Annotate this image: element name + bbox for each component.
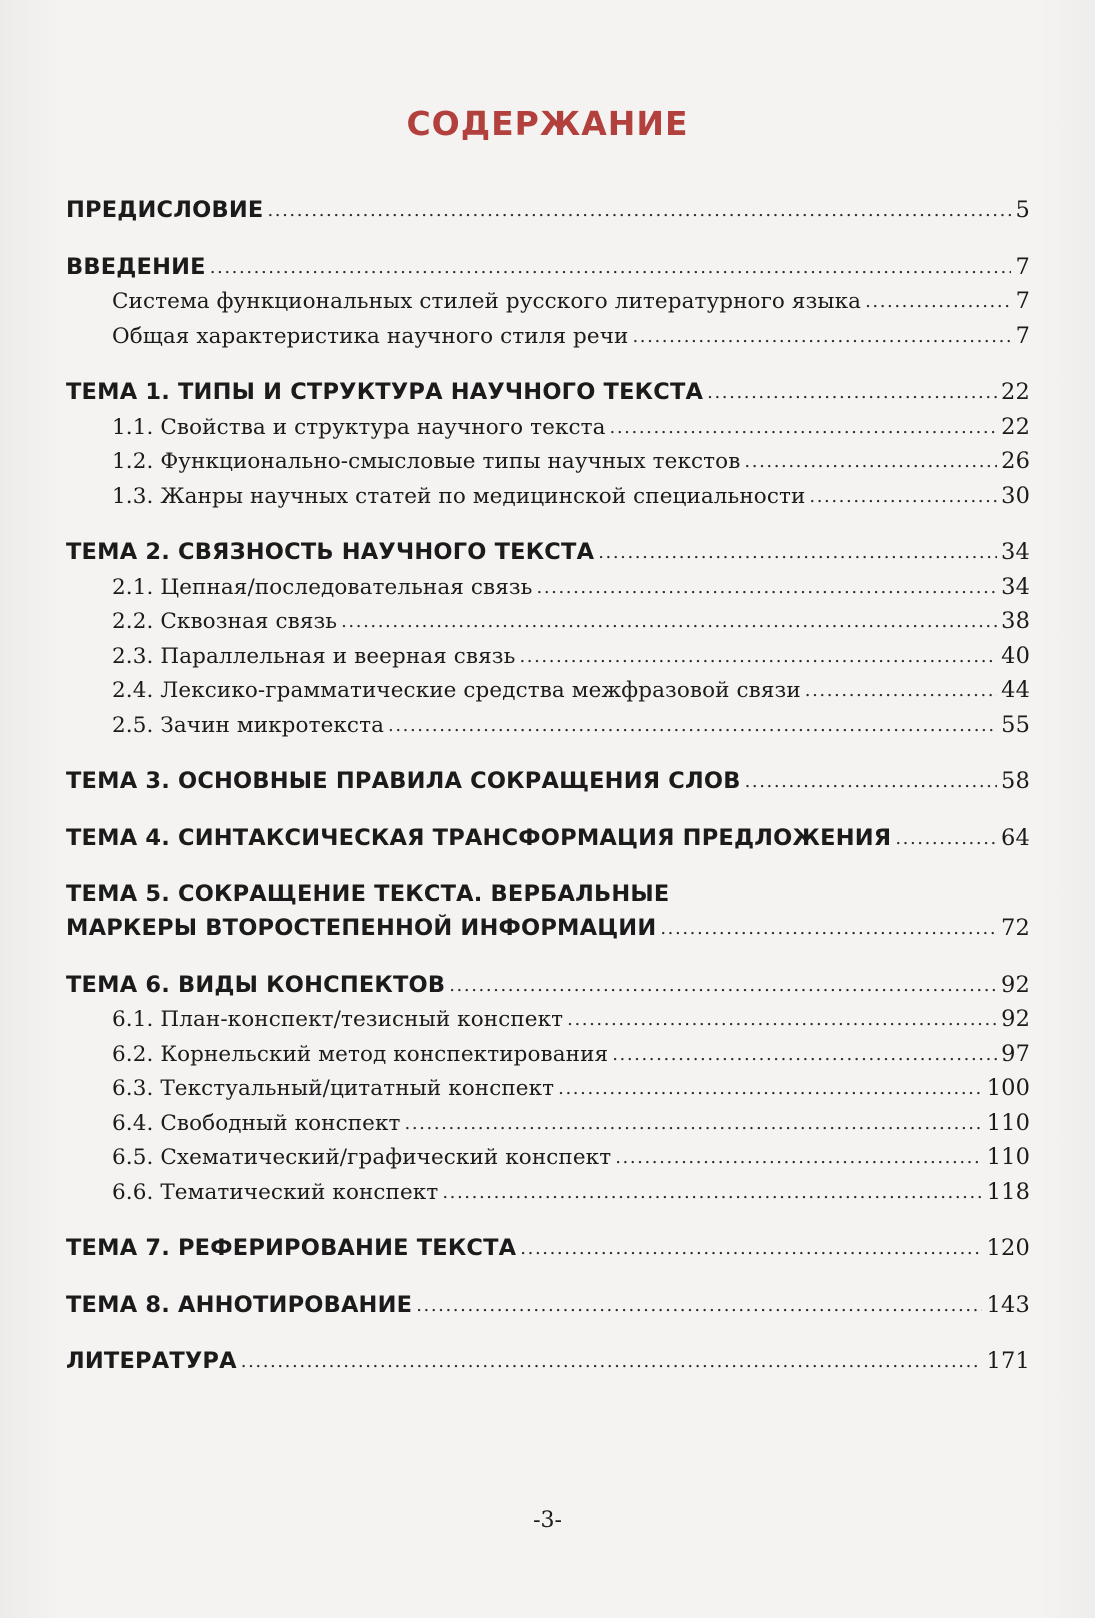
toc-heading: ТЕМА 4. СИНТАКСИЧЕСКАЯ ТРАНСФОРМАЦИЯ ПРЕДЛОЖЕНИЯ: [66, 824, 892, 851]
toc-section: [66, 1288, 1030, 1323]
toc-heading-entry[interactable]: [66, 911, 1030, 946]
toc-page-number: 171: [986, 1348, 1030, 1374]
dot-leader: [537, 571, 998, 606]
toc-page-number: 110: [986, 1109, 1030, 1136]
toc-heading-entry[interactable]: [66, 821, 1030, 856]
toc-section: [66, 193, 1030, 228]
toc-page-number: 44: [1001, 677, 1030, 703]
toc-page-number: 110: [986, 1144, 1030, 1170]
toc-subentry[interactable]: [66, 284, 1030, 319]
toc-subentry-label: 6.2. Корнельский метод конспектирования: [112, 1041, 609, 1067]
toc-heading: ЛИТЕРАТУРА: [66, 1348, 237, 1374]
toc-heading-entry[interactable]: [66, 375, 1030, 410]
toc-page-number: 92: [1001, 1006, 1030, 1032]
toc-subentry-label: 1.3. Жанры научных статей по медицинской специальности: [112, 483, 806, 509]
dot-leader: [707, 376, 997, 411]
page-number: -3-: [533, 1508, 562, 1533]
toc-page-number: 26: [1001, 448, 1030, 474]
toc-heading-entry[interactable]: [66, 764, 1030, 799]
toc-subentry-label: 2.1. Цепная/последовательная связь: [112, 574, 533, 600]
toc-page-number: 72: [1000, 915, 1030, 941]
dot-leader: [567, 1003, 997, 1038]
toc-subentry[interactable]: [66, 1037, 1030, 1072]
toc-section: [66, 535, 1030, 742]
toc-heading: ТЕМА 8. АННОТИРОВАНИЕ: [66, 1291, 413, 1318]
toc-page-number: 22: [1000, 379, 1030, 405]
dot-leader: [615, 1141, 983, 1176]
toc-page-number: 38: [1001, 608, 1030, 634]
dot-leader: [405, 1107, 983, 1142]
toc-page-number: 100: [986, 1075, 1030, 1101]
dot-leader: [598, 536, 997, 571]
toc-page-number: 143: [986, 1291, 1030, 1318]
dot-leader: [612, 1038, 997, 1073]
dot-leader: [558, 1072, 983, 1107]
toc-subentry-label: 6.1. План-конспект/тезисный конспект: [112, 1007, 564, 1032]
toc-subentry-label: 2.5. Зачин микротекста: [112, 712, 384, 738]
dot-leader: [442, 1176, 982, 1211]
toc-subentry-label: 6.3. Текстуальный/цитатный конспект: [112, 1076, 555, 1101]
page-title: СОДЕРЖАНИЕ: [406, 104, 689, 143]
toc-section: [66, 821, 1030, 856]
toc-subentry[interactable]: [66, 1140, 1030, 1175]
toc-subentry[interactable]: [66, 1071, 1030, 1106]
toc-heading-entry[interactable]: [66, 1231, 1030, 1266]
toc-subentry-label: 6.6. Тематический конспект: [112, 1179, 439, 1205]
toc-page-number: 55: [1001, 711, 1030, 738]
toc-heading-entry[interactable]: [66, 1344, 1030, 1379]
toc-page-number: 58: [1000, 768, 1030, 794]
toc-subentry-label: Система функциональных стилей русского литературного языка: [112, 289, 862, 314]
dot-leader: [520, 1232, 982, 1267]
toc-heading-entry[interactable]: [66, 535, 1030, 570]
toc-subentry-label: 2.4. Лексико-грамматические средства межфразовой связи: [112, 678, 801, 703]
toc-subentry[interactable]: [66, 319, 1030, 354]
toc-subentry-label: 2.3. Параллельная и веерная связь: [112, 643, 516, 669]
dot-leader: [416, 1289, 982, 1324]
toc-heading-entry[interactable]: [66, 193, 1030, 228]
toc-subentry[interactable]: [66, 673, 1030, 708]
toc-page-number: 7: [1015, 322, 1030, 349]
toc-subentry-label: 6.5. Схематический/графический конспект: [112, 1145, 612, 1170]
dot-leader: [744, 445, 997, 480]
dot-leader: [267, 194, 1011, 229]
toc-section: [66, 375, 1030, 513]
toc-section: [66, 250, 1030, 354]
dot-leader: [809, 480, 997, 515]
toc-subentry[interactable]: [66, 444, 1030, 479]
dot-leader: [632, 320, 1011, 355]
toc-heading: ПРЕДИСЛОВИЕ: [66, 197, 264, 223]
toc-heading: ТЕМА 2. СВЯЗНОСТЬ НАУЧНОГО ТЕКСТА: [66, 539, 595, 565]
toc-page-number: 120: [986, 1235, 1030, 1261]
toc-page-number: 64: [1000, 824, 1030, 851]
dot-leader: [745, 765, 997, 800]
dot-leader: [449, 969, 997, 1004]
toc-page-number: 30: [1001, 482, 1030, 509]
toc-subentry-label: 1.1. Свойства и структура научного текста: [112, 414, 606, 440]
toc-section: [66, 968, 1030, 1210]
dot-leader: [241, 1345, 983, 1380]
toc-heading-entry[interactable]: [66, 250, 1030, 285]
toc-page-number: 7: [1015, 253, 1030, 280]
toc-subentry[interactable]: [66, 604, 1030, 639]
toc-subentry-label: 2.2. Сквозная связь: [112, 609, 338, 634]
toc-subentry[interactable]: [66, 639, 1030, 674]
toc-heading: ТЕМА 6. ВИДЫ КОНСПЕКТОВ: [66, 971, 446, 998]
dot-leader: [660, 912, 997, 947]
toc-page-number: 34: [1000, 539, 1030, 565]
toc-heading: ТЕМА 7. РЕФЕРИРОВАНИЕ ТЕКСТА: [66, 1235, 517, 1261]
toc-page-number: 34: [1001, 573, 1030, 600]
toc-subentry-label: Общая характеристика научного стиля речи: [112, 323, 629, 349]
toc-page-number: 5: [1015, 197, 1030, 223]
toc-heading: ТЕМА 1. ТИПЫ И СТРУКТУРА НАУЧНОГО ТЕКСТА: [66, 379, 704, 405]
toc-subentry[interactable]: [66, 708, 1030, 743]
toc-subentry-label: 1.2. Функционально-смысловые типы научных текстов: [112, 449, 741, 474]
toc-heading: ТЕМА 3. ОСНОВНЫЕ ПРАВИЛА СОКРАЩЕНИЯ СЛОВ: [66, 768, 741, 794]
toc-subentry[interactable]: [66, 1175, 1030, 1210]
toc-subentry-label: 6.4. Свободный конспект: [112, 1110, 401, 1136]
toc-subentry[interactable]: [66, 479, 1030, 514]
toc-heading: ТЕМА 5. СОКРАЩЕНИЕ ТЕКСТА. ВЕРБАЛЬНЫЕ: [66, 881, 670, 907]
toc-subentry[interactable]: [66, 1002, 1030, 1037]
toc-section: [66, 1231, 1030, 1266]
table-of-contents: [66, 193, 1030, 1401]
toc-heading: ВВЕДЕНИЕ: [66, 253, 206, 280]
toc-page-number: 22: [1001, 413, 1030, 440]
toc-heading-entry[interactable]: [66, 968, 1030, 1003]
dot-leader: [865, 285, 1012, 320]
dot-leader: [341, 605, 997, 640]
toc-page-number: 92: [1000, 971, 1030, 998]
toc-page-number: 97: [1001, 1040, 1030, 1067]
toc-page-number: 118: [986, 1178, 1030, 1205]
toc-section: [66, 877, 1030, 946]
toc-section: [66, 1344, 1030, 1379]
toc-heading: МАРКЕРЫ ВТОРОСТЕПЕННОЙ ИНФОРМАЦИИ: [66, 915, 657, 941]
toc-section: [66, 764, 1030, 799]
dot-leader: [210, 251, 1012, 286]
dot-leader: [519, 640, 997, 675]
toc-page-number: 40: [1001, 642, 1030, 669]
dot-leader: [895, 822, 997, 857]
toc-subentry[interactable]: [66, 1106, 1030, 1141]
toc-heading-entry[interactable]: [66, 1288, 1030, 1323]
toc-heading-line[interactable]: [66, 877, 1030, 911]
dot-leader: [388, 709, 997, 744]
dot-leader: [610, 411, 998, 446]
toc-subentry[interactable]: [66, 570, 1030, 605]
dot-leader: [805, 674, 997, 709]
toc-subentry[interactable]: [66, 410, 1030, 445]
toc-page-number: 7: [1015, 288, 1030, 314]
